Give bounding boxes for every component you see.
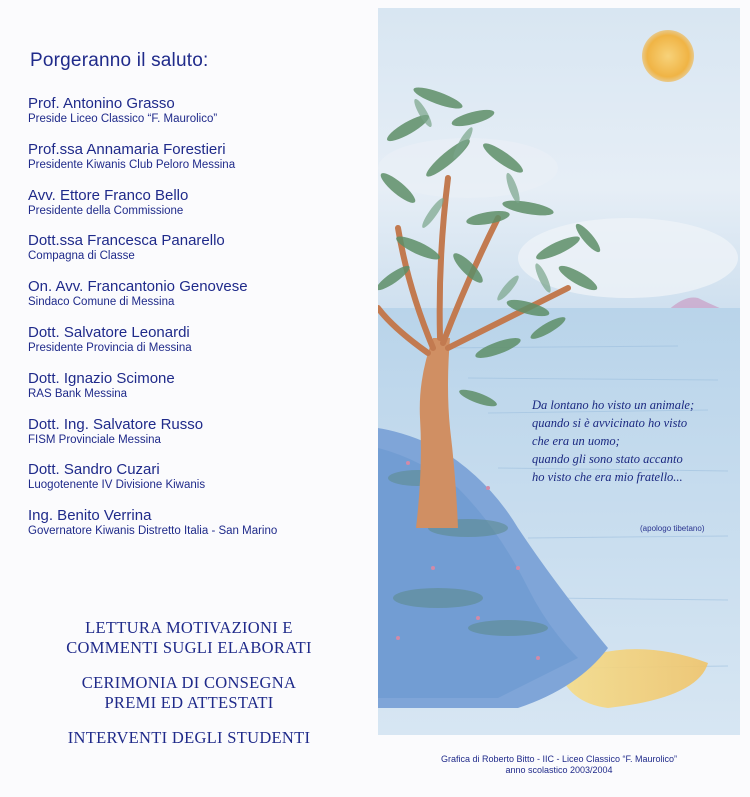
credit-line: Grafica di Roberto Bitto - IIC - Liceo Classico “F. Maurolico” — [440, 754, 678, 764]
program-item — [0, 673, 378, 713]
quote-line: che era un uomo; — [532, 434, 620, 448]
program-line: INTERVENTI DEGLI STUDENTI — [67, 728, 311, 747]
speaker-name: Ing. Benito Verrina — [28, 507, 152, 525]
speaker-name: Dott. Ing. Salvatore Russo — [28, 415, 204, 433]
quote-source: (apologo tibetano) — [640, 524, 705, 533]
tibetan-quote — [532, 396, 742, 486]
speaker-name: Avv. Ettore Franco Bello — [28, 186, 189, 204]
speaker-item — [28, 461, 368, 507]
program-line: LETTURA MOTIVAZIONI E — [85, 618, 293, 637]
program-line: CERIMONIA DI CONSEGNA — [81, 673, 297, 692]
quote-line: quando si è avvicinato ho visto — [532, 416, 688, 430]
speaker-name: On. Avv. Francantonio Genovese — [28, 278, 248, 296]
quote-line: Da lontano ho visto un animale; — [532, 398, 695, 412]
speaker-item — [28, 278, 368, 324]
speaker-name: Prof.ssa Annamaria Forestieri — [28, 140, 226, 158]
sun-icon — [642, 30, 694, 82]
program-item — [0, 728, 378, 748]
speaker-role: Sindaco Comune di Messina — [28, 296, 175, 309]
speaker-item — [28, 416, 368, 462]
speaker-name: Dott. Ignazio Scimone — [28, 369, 175, 387]
quote-line: quando gli sono stato accanto — [532, 452, 683, 466]
program-list — [0, 618, 378, 763]
speaker-item — [28, 95, 368, 141]
speaker-item — [28, 232, 368, 278]
olive-tree-illustration — [378, 8, 740, 735]
speaker-item — [28, 370, 368, 416]
speaker-role: Presidente Provincia di Messina — [28, 341, 192, 354]
speaker-role: Presidente Kiwanis Club Peloro Messina — [28, 158, 236, 171]
speaker-name: Dott. Sandro Cuzari — [28, 461, 160, 479]
speakers-list — [28, 95, 368, 553]
graphics-credit — [378, 754, 740, 776]
speaker-role: FISM Provinciale Messina — [28, 433, 161, 446]
program-item — [0, 618, 378, 658]
speaker-item — [28, 324, 368, 370]
speaker-role: Governatore Kiwanis Distretto Italia - San Marino — [28, 525, 278, 538]
speaker-name: Dott. Salvatore Leonardi — [28, 323, 190, 341]
program-line: COMMENTI SUGLI ELABORATI — [66, 638, 312, 657]
speaker-item — [28, 141, 368, 187]
speaker-name: Dott.ssa Francesca Panarello — [28, 232, 225, 250]
speaker-role: RAS Bank Messina — [28, 387, 128, 400]
speaker-item — [28, 507, 368, 553]
speakers-heading: Porgeranno il saluto: — [30, 50, 209, 71]
speaker-role: Preside Liceo Classico “F. Maurolico” — [28, 113, 218, 125]
quote-line: ho visto che era mio fratello... — [532, 470, 683, 484]
program-line: PREMI ED ATTESTATI — [104, 693, 274, 712]
credit-line: anno scolastico 2003/2004 — [505, 765, 613, 775]
speaker-role: Compagna di Classe — [28, 250, 135, 263]
speaker-item — [28, 187, 368, 233]
speaker-name: Prof. Antonino Grasso — [28, 95, 175, 112]
speaker-role: Luogotenente IV Divisione Kiwanis — [28, 479, 206, 492]
speaker-role: Presidente della Commissione — [28, 204, 184, 217]
cloud — [518, 218, 738, 298]
